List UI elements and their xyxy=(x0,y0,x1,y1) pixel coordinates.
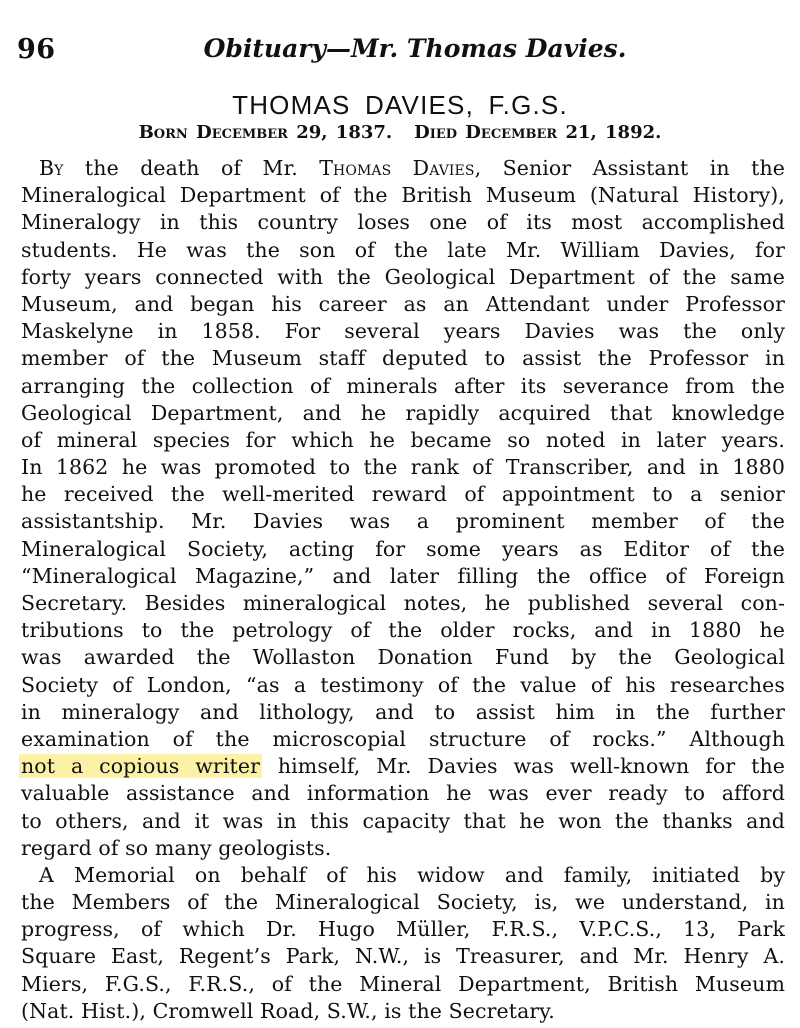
text-line: member of the Museum staff deputed to assist the Professor in xyxy=(21,346,785,371)
subject-name: Thomas Davies xyxy=(319,156,475,180)
article-title: THOMAS DAVIES, F.G.S. xyxy=(232,90,568,120)
text-line: Square East, Regent’s Park, N.W., is Treasurer, and Mr. Henry A. xyxy=(21,944,785,969)
text-line: Museum, and began his career as an Attendant under Professor xyxy=(21,291,785,316)
text-line: In 1862 he was promoted to the rank of Transcriber, and in 1880 xyxy=(21,455,785,480)
text-line: not a copious writer himself, Mr. Davies was well-known for the xyxy=(21,754,785,779)
text-line: Maskelyne in 1858. For several years Davies was the only xyxy=(21,319,785,344)
text-line: to others, and it was in this capacity that he won the thanks and xyxy=(21,808,785,833)
text-line: assistantship. Mr. Davies was a prominent member of the xyxy=(21,509,785,534)
died-date: Died December 21, 1892. xyxy=(414,122,662,143)
text-line: progress, of which Dr. Hugo Müller, F.R.S., V.P.C.S., 13, Park xyxy=(21,917,785,942)
text-line: Mineralogical Society, acting for some years as Editor of the xyxy=(21,536,785,561)
born-date: Born December 29, 1837. xyxy=(138,122,393,143)
running-head xyxy=(17,34,783,68)
page-number: 96 xyxy=(17,34,56,65)
text-line: was awarded the Wollaston Donation Fund by the Geological xyxy=(21,645,785,670)
text-line: Geological Department, and he rapidly acquired that knowledge xyxy=(21,400,785,425)
text-line: (Nat. Hist.), Cromwell Road, S.W., is the Secretary. xyxy=(21,998,555,1023)
text-line: By the death of Mr. Thomas Davies, Senior Assistant in the xyxy=(39,156,785,180)
text-line: arranging the collection of minerals after its severance from the xyxy=(21,373,785,398)
highlighted-phrase: not a copious writer xyxy=(21,754,260,779)
text-line: the Members of the Mineralogical Society, is, we understand, in xyxy=(21,890,785,915)
text-line: Mineralogical Department of the British Museum (Natural History), xyxy=(21,183,785,208)
text-line: Mineralogy in this country loses one of its most accomplished xyxy=(21,210,785,235)
text-line: valuable assistance and information he was ever ready to afford xyxy=(21,781,785,806)
obituary-body xyxy=(21,155,785,1025)
text-line: forty years connected with the Geological Department of the same xyxy=(21,264,785,289)
text-line: in mineralogy and lithology, and to assist him in the further xyxy=(21,699,785,724)
birth-death-dates xyxy=(0,122,800,143)
text-line: students. He was the son of the late Mr. William Davies, for xyxy=(21,237,785,262)
text-line: examination of the microscopial structure of rocks.” Although xyxy=(21,726,785,751)
text-line: Secretary. Besides mineralogical notes, he published several con- xyxy=(21,591,785,615)
text-line: of mineral species for which he became so noted in later years. xyxy=(21,427,785,452)
dropcap-word: By xyxy=(39,156,64,180)
text-line: Society of London, “as a testimony of the value of his researches xyxy=(21,672,785,697)
text-line: tributions to the petrology of the older rocks, and in 1880 he xyxy=(21,618,785,643)
running-title: Obituary—Mr. Thomas Davies. xyxy=(203,34,627,63)
text-line: A Memorial on behalf of his widow and family, initiated by xyxy=(39,862,785,887)
text-line: Miers, F.G.S., F.R.S., of the Mineral Department, British Museum xyxy=(21,971,785,996)
text-line: he received the well-merited reward of appointment to a senior xyxy=(21,482,785,507)
text-line: regard of so many geologists. xyxy=(21,835,332,860)
text-line: “Mineralogical Magazine,” and later filling the office of Foreign xyxy=(21,563,785,588)
